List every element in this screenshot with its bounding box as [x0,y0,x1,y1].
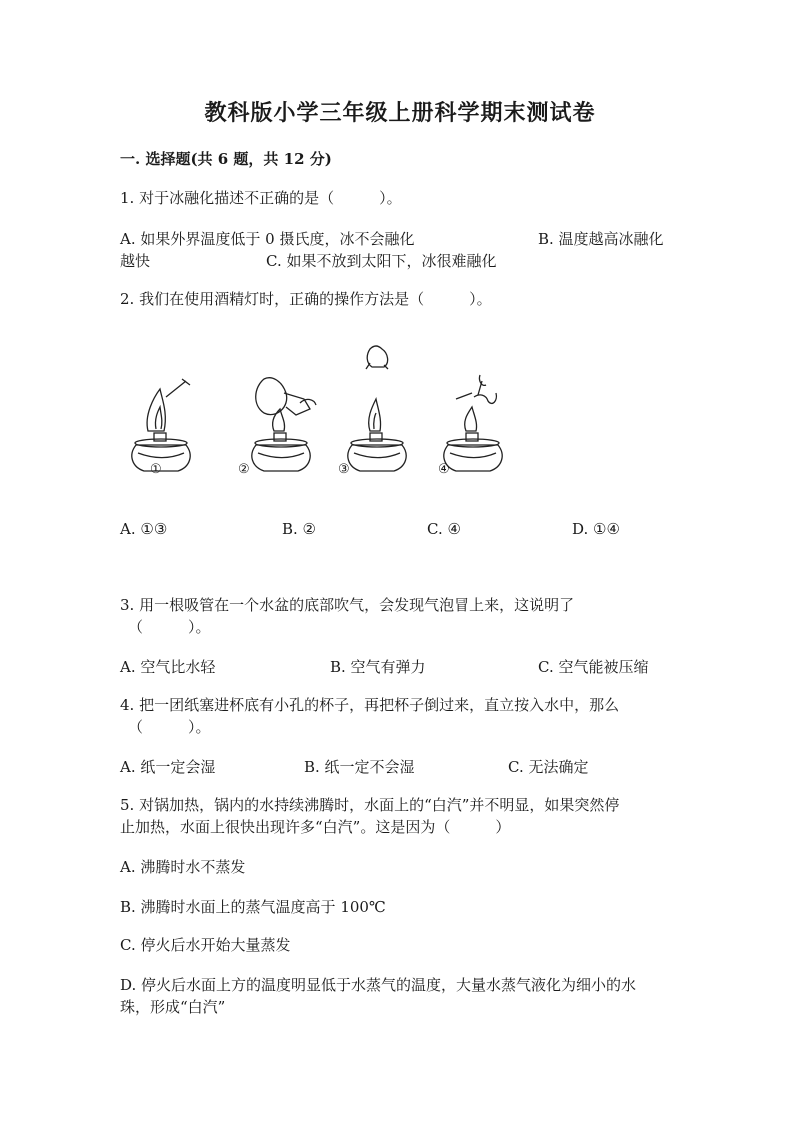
question-1-option-b: B. 温度越高冰融化 [538,230,664,248]
figure-label-3: ③ [338,462,350,477]
question-5-option-d-line-2: 珠，形成“白汽” [120,998,226,1016]
question-2-option-d: D. ①④ [572,520,620,538]
question-2-option-a: A. ①③ [120,520,168,538]
question-3-option-a: A. 空气比水轻 [120,658,216,676]
question-5-stem-line-1: 5. 对锅加热，锅内的水持续沸腾时，水面上的“白汽”并不明显，如果突然停 [120,796,620,814]
question-4-option-c: C. 无法确定 [508,758,589,776]
alcohol-lamp-figure [100,335,660,495]
question-2-option-b: B. ② [282,520,317,538]
figure-label-1: ① [150,462,162,477]
question-4-option-b: B. 纸一定不会湿 [304,758,415,776]
question-5-option-d-line-1: D. 停火后水面上方的温度明显低于水蒸气的温度，大量水蒸气液化为细小的水 [120,976,637,994]
question-3-option-b: B. 空气有弹力 [330,658,426,676]
question-1-option-c: C. 如果不放到太阳下，冰很难融化 [266,252,497,270]
figure-label-2: ② [238,462,250,477]
question-4-option-a: A. 纸一定会湿 [120,758,216,776]
question-2-stem: 2. 我们在使用酒精灯时，正确的操作方法是（ ）。 [120,290,492,308]
question-5-option-a: A. 沸腾时水不蒸发 [120,858,246,876]
question-3-option-c: C. 空气能被压缩 [538,658,649,676]
section-heading: 一. 选择题(共 6 题，共 12 分) [120,150,332,168]
question-4-stem-line-2: （ ）。 [128,718,211,736]
question-4-stem-line-1: 4. 把一团纸塞进杯底有小孔的杯子，再把杯子倒过来，直立按入水中，那么 [120,696,620,714]
question-5-stem-line-2: 止加热，水面上很快出现许多“白汽”。这是因为（ ） [120,818,511,836]
page-title: 教科版小学三年级上册科学期末测试卷 [204,100,596,126]
question-3-stem-line-1: 3. 用一根吸管在一个水盆的底部吹气，会发现气泡冒上来，这说明了 [120,596,575,614]
question-1-option-a: A. 如果外界温度低于 0 摄氏度，冰不会融化 [120,230,415,248]
question-3-stem-line-2: （ ）。 [128,618,211,636]
question-1-stem: 1. 对于冰融化描述不正确的是（ ）。 [120,189,402,207]
question-5-option-c: C. 停火后水开始大量蒸发 [120,936,291,954]
figure-label-4: ④ [438,462,450,477]
question-2-option-c: C. ④ [427,520,461,538]
question-1-option-b-continued: 越快 [120,252,151,270]
question-5-option-b: B. 沸腾时水面上的蒸气温度高于 100℃ [120,898,386,916]
